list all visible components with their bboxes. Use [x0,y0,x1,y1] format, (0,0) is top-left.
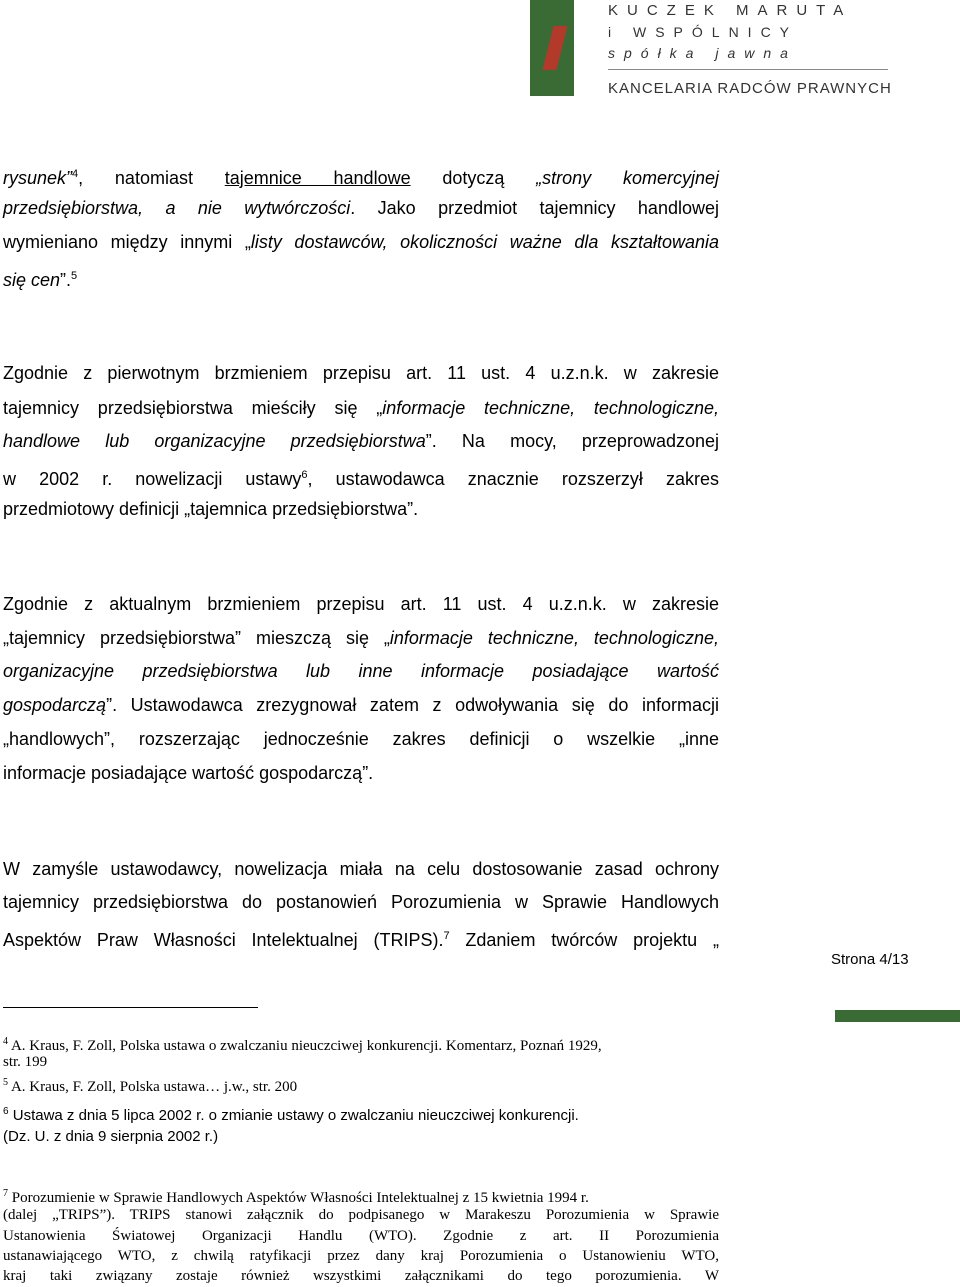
p1-line-4 [3,263,719,289]
p2-line-4 [3,462,719,488]
p3-line-6: informacje posiadające wartość gospodarczą”. [3,763,374,783]
p3-line-3 [3,658,719,684]
p3-line-2 [3,625,719,651]
p3-line-4 [3,692,719,718]
p1-italic: listy dostawców, okoliczności ważne dla kształtowania [250,232,719,252]
footnote-7-line-5: kraj taki związany zostaje również wszystkimi załącznikami do tego porozumienia. W [3,1268,719,1284]
p1-line-1 [3,161,719,187]
footnote-text: Porozumienie w Sprawie Handlowych Aspektów Własności Intelektualnej z 15 kwietnia 1994 r. [11,1190,589,1206]
p4-text: Aspektów Praw Własności Intelektualnej (TRIPS). [3,930,444,950]
firm-logo [0,0,960,110]
footnote-text: A. Kraus, F. Zoll, Polska ustawa… j.w., str. 200 [10,1079,298,1095]
p3-italic: informacje techniczne, technologiczne, [389,628,719,648]
p1-underlined: tajemnice handlowe [224,168,411,188]
p1-text: . Jako przedmiot tajemnicy handlowej [350,198,719,218]
footnote-text: A. Kraus, F. Zoll, Polska ustawa o zwalczaniu nieuczciwej konkurencji. Komentarz, Poznań 1929, [10,1038,602,1054]
p4-line-3 [3,923,719,949]
logo-divider [608,69,888,70]
footnote-number: 6 [3,1106,9,1117]
p2-line-5: przedmiotowy definicji „tajemnica przedsiębiorstwa”. [3,499,419,519]
page-number: Strona 4/13 [831,951,909,968]
footnote-5 [3,1072,719,1098]
p3-italic: organizacyjne przedsiębiorstwa lub inne informacje posiadające wartość [3,661,719,681]
p2-text: , ustawodawca znacznie rozszerzył zakres [307,469,719,489]
footer-green-bar [835,1010,960,1022]
p1-line-3 [3,229,719,255]
p2-line-1: Zgodnie z pierwotnym brzmieniem przepisu art. 11 ust. 4 u.z.n.k. w zakresie [3,363,719,383]
footnote-ref-4[interactable]: 4 [72,168,79,180]
p3-text: „tajemnicy przedsiębiorstwa” mieszczą się „ [3,628,390,648]
footnote-number: 5 [3,1077,8,1088]
footnote-6-line-2: (Dz. U. z dnia 9 sierpnia 2002 r.) [3,1128,219,1145]
footnote-number: 4 [3,1036,8,1047]
p3-line-5: „handlowych”, rozszerzając jednocześnie zakres definicji o wszelkie „inne [3,729,719,749]
p1-text: rysunek” [3,168,73,188]
p2-text: tajemnicy przedsiębiorstwa mieściły się „ [3,398,383,418]
p1-text: , natomiast [78,168,193,188]
logo-name-line2: i WSPÓLNICY [608,24,799,40]
footnote-ref-6[interactable]: 6 [301,469,308,481]
footnote-6-line-1 [3,1101,719,1126]
p1-italic: przedsiębiorstwa, a nie wytwórczości [3,198,351,218]
footnote-separator [3,1007,258,1008]
footnote-number: 7 [3,1188,8,1199]
p1-line-2 [3,195,719,221]
p2-text: ”. Na mocy, przeprowadzonej [425,431,720,451]
footnote-ref-7[interactable]: 7 [443,930,450,942]
footnote-4-line-2: str. 199 [3,1054,48,1070]
p2-line-3 [3,428,719,454]
footnote-7-line-4: ustanawiającego WTO, z chwilą ratyfikacji przez dany kraj Porozumienia o Ustanowieniu WTO, [3,1248,719,1264]
footnote-ref-5[interactable]: 5 [71,270,78,282]
p4-line-2: tajemnicy przedsiębiorstwa do postanowień Porozumienia w Sprawie Handlowych [3,892,719,912]
p2-text: w 2002 r. nowelizacji ustawy [3,469,302,489]
p1-text: wymieniano między innymi „ [3,232,251,252]
footnote-7-line-2: (dalej „TRIPS”). TRIPS stanowi załącznik do podpisanego w Marakeszu Porozumienia w Sprawie [3,1207,719,1223]
p1-italic: „strony komercyjnej [536,168,719,188]
p3-line-1: Zgodnie z aktualnym brzmieniem przepisu art. 11 ust. 4 u.z.n.k. w zakresie [3,594,719,614]
p2-line-2 [3,395,719,421]
p3-text: ”. Ustawodawca zrezygnował zatem z odwoływania się do informacji [106,695,719,715]
p2-italic: informacje techniczne, technologiczne, [382,398,719,418]
p4-line-1: W zamyśle ustawodawcy, nowelizacja miała na celu dostosowanie zasad ochrony [3,859,719,879]
p1-text: dotyczą [442,168,505,188]
logo-subtitle: KANCELARIA RADCÓW PRAWNYCH [608,80,892,97]
footnote-7-line-3: Ustanowienia Światowej Organizacji Handlu (WTO). Zgodnie z art. II Porozumienia [3,1228,719,1244]
p2-italic: handlowe lub organizacyjne przedsiębiorstwa [3,431,426,451]
p3-italic: gospodarczą [3,695,107,715]
p4-text: Zdaniem twórców projektu „ [465,930,719,950]
logo-name-line1: KUCZEK MARUTA [608,2,853,19]
logo-name-line3: spółka jawna [608,45,797,61]
p1-italic: się cen [3,270,61,290]
p1-text: ”. [60,270,72,290]
footnote-text: Ustawa z dnia 5 lipca 2002 r. o zmianie ustawy o zwalczaniu nieuczciwej konkurencji. [12,1107,579,1124]
